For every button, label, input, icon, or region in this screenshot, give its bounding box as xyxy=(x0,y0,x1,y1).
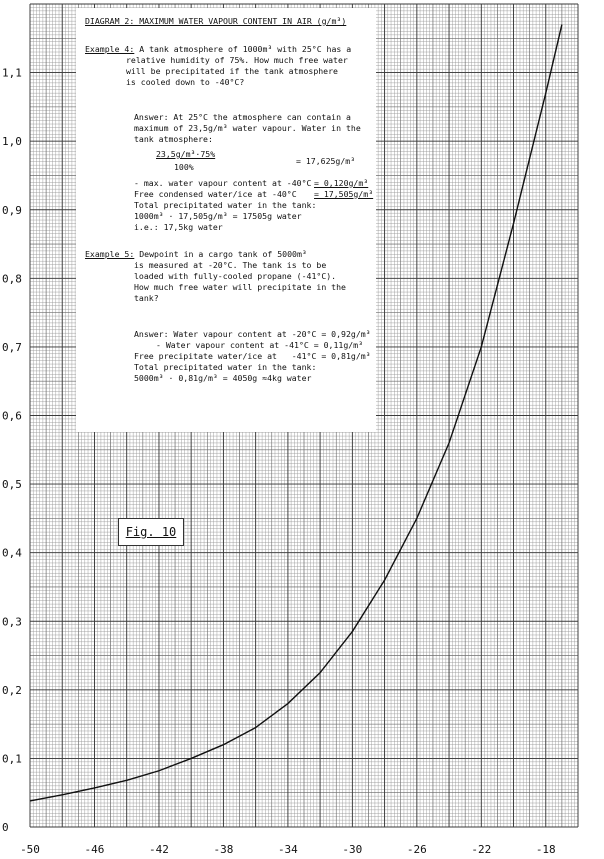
y-tick-label: 0,1 xyxy=(2,752,22,766)
chart-title: DIAGRAM 2: MAXIMUM WATER VAPOUR CONTENT IN AIR (g/m³) xyxy=(85,16,347,26)
y-axis-ticks xyxy=(2,67,22,834)
y-tick-label: 1,0 xyxy=(2,135,22,149)
y-tick-label: 1,1 xyxy=(2,66,22,80)
y-tick-label: 0,4 xyxy=(2,546,22,560)
y-tick-label: 0,2 xyxy=(2,683,22,697)
answer-4-text: Total precipitated water in the tank: xyxy=(134,200,317,210)
example-5-text: tank? xyxy=(134,293,159,303)
answer-5-text: - Water vapour content at -41°C = 0,11g/m³ xyxy=(156,340,364,350)
example-4-text: A tank atmosphere of 1000m³ with 25°C has a xyxy=(139,44,352,54)
answer-4-fraction-result: = 17,625g/m³ xyxy=(296,156,356,166)
answer-4-text: maximum of 23,5g/m³ water vapour. Water in the xyxy=(134,123,361,133)
x-tick-label: -42 xyxy=(149,843,169,856)
answer-4-text: - max. water vapour content at -40°C xyxy=(134,178,312,188)
answer-4-text: i.e.: 17,5kg water xyxy=(134,222,223,232)
x-tick-label: -22 xyxy=(471,843,492,856)
example-5-text: is measured at -20°C. The tank is to be xyxy=(134,260,327,270)
answer-4-fraction-numerator: 23,5g/m³·75% xyxy=(156,149,216,159)
x-tick-label: -50 xyxy=(20,843,40,856)
answer-5-text: 5000m³ · 0,81g/m³ = 4050g ≈4kg water xyxy=(134,373,312,383)
example-5-label: Example 5: xyxy=(85,249,135,259)
answer-4-text: Answer: At 25°C the atmosphere can contain a xyxy=(134,112,351,122)
example-5-text: loaded with fully-cooled propane (-41°C). xyxy=(134,271,337,281)
y-tick-label: 0,3 xyxy=(2,615,22,629)
example-4-text: is cooled down to -40°C? xyxy=(126,77,245,87)
example-4-text: will be precipitated if the tank atmosphere xyxy=(126,66,338,76)
x-tick-label: -26 xyxy=(406,843,427,856)
answer-4-text: tank atmosphere: xyxy=(134,134,213,144)
example-panel xyxy=(76,8,376,432)
y-tick-label: 0,7 xyxy=(2,340,22,354)
x-tick-label: -46 xyxy=(84,843,105,856)
x-axis-ticks xyxy=(20,843,556,856)
example-4-label: Example 4: xyxy=(85,44,135,54)
figure-label xyxy=(118,518,184,546)
answer-4-fraction-denominator: 100% xyxy=(174,162,194,172)
y-tick-label: 0,8 xyxy=(2,272,22,286)
answer-5-text: Answer: Water vapour content at -20°C = 0,92g/m³ xyxy=(134,329,371,339)
y-tick-label: 0,6 xyxy=(2,409,22,423)
answer-4-text: Free condensed water/ice at -40°C xyxy=(134,189,297,199)
answer-5-text: Total precipitated water in the tank: xyxy=(134,362,317,372)
x-tick-label: -34 xyxy=(277,843,298,856)
example-4-text: relative humidity of 75%. How much free water xyxy=(126,55,348,65)
y-tick-label: 0,9 xyxy=(2,203,22,217)
answer-4-text: 1000m³ · 17,505g/m³ = 17505g water xyxy=(134,211,302,221)
y-tick-label: 0 xyxy=(2,821,9,834)
x-tick-label: -18 xyxy=(535,843,556,856)
answer-5-text: Free precipitate water/ice at -41°C = 0,81g/m³ xyxy=(134,351,371,361)
figure-label-text: Fig. 10 xyxy=(125,525,177,539)
example-5-text: Dewpoint in a cargo tank of 5000m³ xyxy=(139,249,307,259)
example-5-text: How much free water will precipitate in the xyxy=(134,282,346,292)
x-tick-label: -30 xyxy=(342,843,363,856)
answer-4-value: = 0,120g/m³ xyxy=(314,178,369,188)
y-tick-label: 0,5 xyxy=(2,478,22,492)
answer-4-value: = 17,505g/m³ xyxy=(314,189,374,199)
x-tick-label: -38 xyxy=(213,843,234,856)
